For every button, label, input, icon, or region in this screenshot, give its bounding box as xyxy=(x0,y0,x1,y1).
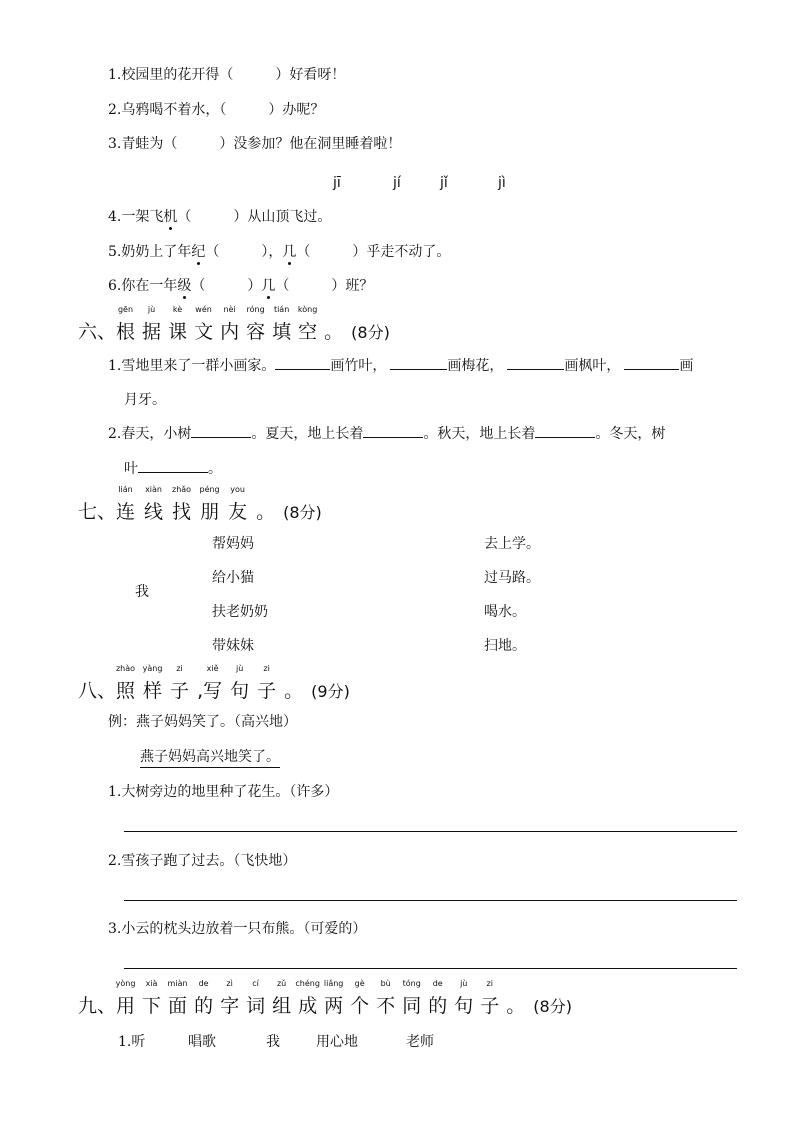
answer-blank[interactable] xyxy=(363,423,423,438)
answer-blank[interactable] xyxy=(507,355,564,370)
item-text: 4.一架飞 xyxy=(108,209,164,225)
answer-blank[interactable] xyxy=(390,355,447,370)
heading-char xyxy=(172,485,192,524)
heading-char-text: 子 xyxy=(480,995,500,1017)
score: (8分) xyxy=(533,997,572,1016)
pinyin-annotation: yàng xyxy=(142,664,163,673)
heading-char-text: 内 xyxy=(220,321,240,343)
heading-char xyxy=(454,979,474,1018)
left-phrase[interactable]: 帮妈妈 xyxy=(212,536,254,552)
pinyin-annotation: miàn xyxy=(167,979,188,988)
item-text: （ ）班？ xyxy=(275,278,374,294)
pinyin-annotation: kòng xyxy=(297,305,318,314)
heading-char-text: 找 xyxy=(172,501,192,523)
heading-char xyxy=(220,305,240,344)
answer-blank[interactable] xyxy=(191,423,251,438)
pinyin-annotation: chéng xyxy=(295,979,320,988)
sec6-q1 xyxy=(108,355,693,375)
heading-char xyxy=(257,664,277,703)
heading-char xyxy=(428,979,448,1018)
section-6-heading xyxy=(78,305,390,344)
pinyin-annotation: zì xyxy=(226,979,233,988)
pinyin-annotation: xiě xyxy=(206,664,219,673)
item-text: 。秋天，地上长着 xyxy=(423,426,536,442)
heading-char xyxy=(116,485,136,524)
item-text: 画 xyxy=(679,358,694,374)
me-label: 我 xyxy=(135,584,149,600)
pinyin-annotation: róng xyxy=(246,305,265,314)
right-phrase[interactable]: 去上学。 xyxy=(484,536,540,552)
pinyin-annotation: gè xyxy=(354,979,365,988)
heading-char xyxy=(115,664,136,703)
pinyin-annotation: xiàn xyxy=(145,485,162,494)
right-phrase[interactable]: 喝水。 xyxy=(484,604,526,620)
pinyin-annotation: zi xyxy=(486,979,493,988)
pinyin-annotation: you xyxy=(230,485,245,494)
item-text: 5.奶奶上了年 xyxy=(108,244,192,260)
heading-char-text: 两 xyxy=(324,995,344,1017)
heading-char-text: 容 xyxy=(246,321,266,343)
left-phrase[interactable]: 给小猫 xyxy=(212,570,254,586)
heading-char xyxy=(376,979,396,1018)
section-number: 六、 xyxy=(78,321,117,343)
heading-char-text: 线 xyxy=(144,501,164,523)
pinyin-annotation: tián xyxy=(273,305,290,314)
pinyin-annotation: lián xyxy=(118,485,133,494)
heading-end: 。 xyxy=(324,321,344,343)
heading-char xyxy=(168,305,188,344)
pinyin-annotation: zhǎo xyxy=(172,485,192,494)
item-text: 画梅花， xyxy=(447,358,504,374)
heading-ruby xyxy=(115,664,197,702)
word-list xyxy=(118,1031,456,1051)
heading-char-text: 不 xyxy=(376,995,396,1017)
item-text: 2.春天，小树 xyxy=(108,426,192,442)
item-text: 1.雪地里来了一群小画家。 xyxy=(108,358,276,374)
sec6-q2-cont xyxy=(124,458,222,478)
pinyin-annotation: de xyxy=(198,979,209,988)
word: 1.听 xyxy=(118,1034,146,1050)
left-phrase[interactable]: 扶老奶奶 xyxy=(212,604,268,620)
heading-char xyxy=(402,979,422,1018)
heading-char-text: 的 xyxy=(194,995,214,1017)
heading-char-text: 根 xyxy=(116,321,136,343)
pinyin-annotation: wén xyxy=(195,305,212,314)
dotted-char: 纪 xyxy=(191,241,205,261)
heading-char xyxy=(323,979,344,1018)
heading-end: 。 xyxy=(256,501,276,523)
heading-char xyxy=(480,979,500,1018)
heading-comma: , xyxy=(197,680,204,702)
answer-line[interactable] xyxy=(124,831,737,832)
word: 唱歌 xyxy=(188,1034,216,1050)
pinyin-annotation: jù xyxy=(460,979,468,988)
fill-item-5 xyxy=(108,241,450,261)
pinyin-annotation: bù xyxy=(380,979,391,988)
heading-char-text: 填 xyxy=(272,321,292,343)
heading-char-text: 成 xyxy=(298,995,318,1017)
heading-char-text: 用 xyxy=(116,995,136,1017)
pinyin-options xyxy=(333,172,528,191)
heading-char xyxy=(199,485,220,524)
heading-char xyxy=(220,979,240,1018)
heading-end: 。 xyxy=(506,995,526,1017)
heading-char xyxy=(228,485,248,524)
heading-char xyxy=(144,485,164,524)
pinyin-annotation: zi xyxy=(176,664,183,673)
heading-char xyxy=(350,979,370,1018)
heading-char-text: 友 xyxy=(228,501,248,523)
pinyin-annotation: gēn xyxy=(117,305,134,314)
answer-blank[interactable] xyxy=(138,458,208,473)
fill-item-6 xyxy=(108,275,373,295)
score: (9分) xyxy=(311,682,350,701)
item-text: 。 xyxy=(208,461,222,477)
heading-char xyxy=(272,979,292,1018)
heading-char xyxy=(142,305,162,344)
rewrite-item-2: 2.雪孩子跑了过去。（飞快地） xyxy=(108,853,297,869)
pinyin-annotation: de xyxy=(432,979,443,988)
dotted-char: 机 xyxy=(163,206,177,226)
item-text: （ ）乎走不动了。 xyxy=(296,244,451,260)
heading-char xyxy=(295,979,320,1018)
heading-char-text: 个 xyxy=(350,995,370,1017)
heading-char xyxy=(246,979,266,1018)
heading-ruby xyxy=(116,305,324,343)
heading-char xyxy=(203,664,223,703)
pinyin-annotation: kè xyxy=(172,305,183,314)
heading-char-text: 子 xyxy=(170,680,190,702)
heading-char-text: 句 xyxy=(454,995,474,1017)
section-8-heading xyxy=(78,664,350,703)
heading-char-text: 据 xyxy=(142,321,162,343)
heading-char-text: 写 xyxy=(203,680,223,702)
heading-char xyxy=(272,305,292,344)
pinyin-annotation: xià xyxy=(145,979,158,988)
answer-line[interactable] xyxy=(124,968,737,969)
heading-char-text: 下 xyxy=(142,995,162,1017)
fill-item-4 xyxy=(108,206,331,226)
heading-char xyxy=(167,979,188,1018)
pinyin-annotation: péng xyxy=(199,485,220,494)
right-phrase[interactable]: 扫地。 xyxy=(484,638,526,654)
item-text: （ ） xyxy=(191,278,262,294)
section-number: 八、 xyxy=(78,680,117,702)
heading-char xyxy=(142,664,163,703)
dotted-char: 几 xyxy=(282,241,296,261)
dotted-char: 几 xyxy=(261,275,275,295)
pinyin-annotation: zhào xyxy=(115,664,136,673)
pinyin-annotation: yòng xyxy=(115,979,136,988)
heading-end: 。 xyxy=(284,680,304,702)
heading-char xyxy=(115,979,136,1018)
heading-char-text: 文 xyxy=(194,321,214,343)
heading-char xyxy=(194,305,214,344)
heading-char-text: 句 xyxy=(230,680,250,702)
heading-char-text: 样 xyxy=(143,680,163,702)
answer-blank[interactable] xyxy=(275,355,330,370)
section-7-heading xyxy=(78,485,322,524)
heading-ruby xyxy=(115,979,506,1017)
heading-ruby xyxy=(203,664,284,702)
right-phrase[interactable]: 过马路。 xyxy=(484,570,540,586)
answer-blank[interactable] xyxy=(624,355,679,370)
heading-char-text: 连 xyxy=(116,501,136,523)
heading-char-text: 面 xyxy=(168,995,188,1017)
example-answer: 燕子妈妈高兴地笑了。 xyxy=(140,746,280,768)
item-text: 。冬天，树 xyxy=(595,426,666,442)
heading-char-text: 照 xyxy=(116,680,136,702)
pinyin-annotation: cí xyxy=(252,979,259,988)
word: 老师 xyxy=(406,1034,434,1050)
rewrite-item-3: 3.小云的枕头边放着一只布熊。（可爱的） xyxy=(108,921,367,937)
fill-item-3: 3.青蛙为（ ）没参加？他在洞里睡着啦！ xyxy=(108,136,402,152)
item-text: 叶 xyxy=(124,461,138,477)
heading-char-text: 组 xyxy=(272,995,292,1017)
pinyin-annotation: liǎng xyxy=(323,979,344,988)
example: 例：燕子妈妈笑了。（高兴地） xyxy=(108,714,297,730)
score: (8分) xyxy=(283,503,322,522)
heading-char xyxy=(142,979,162,1018)
heading-char xyxy=(230,664,250,703)
word: 我 xyxy=(266,1034,280,1050)
item-text: 画竹叶， xyxy=(330,358,387,374)
pinyin-option: jí xyxy=(393,175,401,191)
pinyin-annotation: jù xyxy=(147,305,156,314)
heading-ruby xyxy=(116,485,256,523)
pinyin-annotation: tóng xyxy=(402,979,421,988)
heading-char-text: 字 xyxy=(220,995,240,1017)
heading-char-text: 子 xyxy=(257,680,277,702)
rewrite-item-1: 1.大树旁边的地里种了花生。（许多） xyxy=(108,784,339,800)
left-phrase[interactable]: 带妹妹 xyxy=(212,638,254,654)
heading-char xyxy=(116,305,136,344)
heading-char-text: 空 xyxy=(298,321,318,343)
heading-char-text: 朋 xyxy=(200,501,220,523)
section-number: 七、 xyxy=(78,501,117,523)
dotted-char: 级 xyxy=(177,275,191,295)
heading-char-text: 课 xyxy=(168,321,188,343)
pinyin-option: jǐ xyxy=(440,175,448,191)
heading-char xyxy=(194,979,214,1018)
fill-item-2: 2.乌鸦喝不着水，（ ）办呢？ xyxy=(108,102,325,118)
heading-char-text: 词 xyxy=(246,995,266,1017)
item-text: 画枫叶， xyxy=(564,358,621,374)
answer-blank[interactable] xyxy=(535,423,595,438)
pinyin-annotation: zi xyxy=(263,664,270,673)
pinyin-option: jī xyxy=(333,175,341,191)
pinyin-annotation: zǔ xyxy=(276,979,287,988)
pinyin-option: jì xyxy=(498,175,506,191)
fill-item-1: 1.校园里的花开得（ ）好看呀！ xyxy=(108,67,346,83)
sec6-q2 xyxy=(108,423,665,443)
heading-char-text: 同 xyxy=(402,995,422,1017)
pinyin-annotation: jù xyxy=(235,664,244,673)
answer-line[interactable] xyxy=(124,900,737,901)
word: 用心地 xyxy=(316,1034,358,1050)
heading-char-text: 的 xyxy=(428,995,448,1017)
item-text: 6.你在一年 xyxy=(108,278,178,294)
heading-char xyxy=(297,305,318,344)
score: (8分) xyxy=(351,323,390,342)
heading-char xyxy=(246,305,266,344)
section-9-heading xyxy=(78,979,572,1018)
section-number: 九、 xyxy=(78,995,117,1017)
item-text: （ ）从山顶飞过。 xyxy=(177,209,332,225)
item-text: 。夏天，地上长着 xyxy=(251,426,364,442)
pinyin-annotation: nèi xyxy=(223,305,236,314)
sec6-q1-cont: 月牙。 xyxy=(124,392,166,408)
heading-char xyxy=(170,664,190,703)
item-text: （ ）， xyxy=(205,244,283,260)
